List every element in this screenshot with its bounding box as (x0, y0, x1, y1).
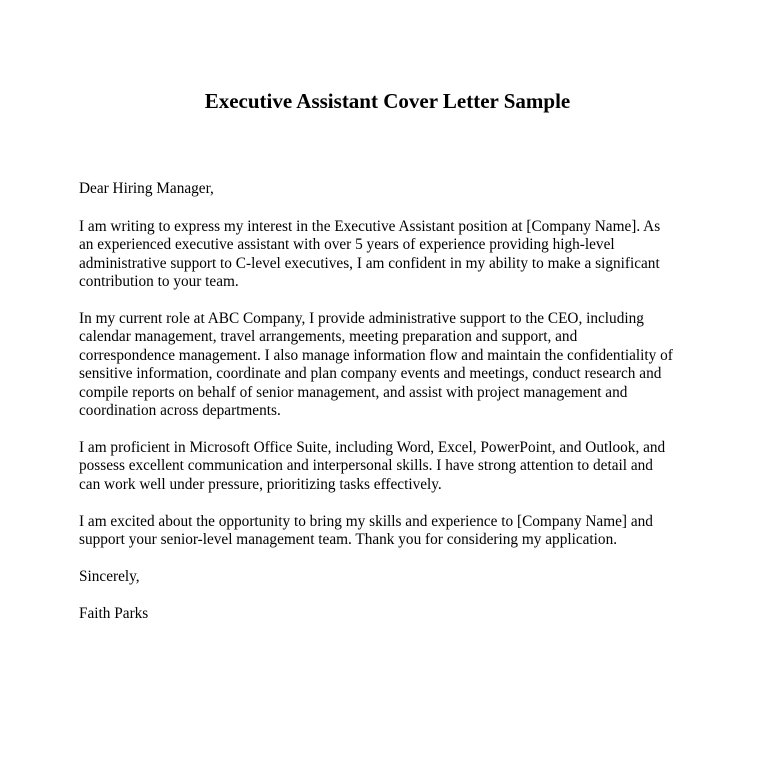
closing: Sincerely, (79, 568, 140, 585)
text-line: possess excellent communication and interpersonal skills. I have strong attention to detail and (79, 457, 653, 475)
paragraph-current-role (79, 310, 719, 420)
text-line: contribution to your team. (79, 273, 239, 291)
paragraph-intro (79, 218, 719, 292)
paragraph-closing-remarks (79, 513, 719, 550)
text-line: an experienced executive assistant with over 5 years of experience providing high-level (79, 236, 615, 254)
text-line: administrative support to C-level executives, I am confident in my ability to make a significant (79, 254, 660, 272)
text-line: coordination across departments. (79, 402, 281, 420)
text-line: can work well under pressure, prioritizing tasks effectively. (79, 475, 442, 493)
text-line: calendar management, travel arrangements, meeting preparation and support, and (79, 328, 578, 346)
text-line: I am writing to express my interest in the Executive Assistant position at [Company Name]. As (79, 218, 661, 235)
text-line: compile reports on behalf of senior management, and assist with project management and (79, 383, 628, 401)
signature: Faith Parks (79, 605, 149, 622)
salutation: Dear Hiring Manager, (79, 180, 214, 197)
document-title: Executive Assistant Cover Letter Sample (204, 89, 571, 113)
text-line: support your senior-level management team. Thank you for considering my application. (79, 531, 618, 549)
text-line: sensitive information, coordinate and plan company events and meetings, conduct research and (79, 365, 662, 383)
text-line: I am excited about the opportunity to bring my skills and experience to [Company Name] and (79, 513, 653, 530)
paragraph-skills (79, 439, 719, 494)
text-line: In my current role at ABC Company, I provide administrative support to the CEO, including (79, 310, 644, 327)
text-line: I am proficient in Microsoft Office Suite, including Word, Excel, PowerPoint, and Outlook, and (79, 439, 666, 456)
text-line: correspondence management. I also manage information flow and maintain the confidentiality of (79, 346, 673, 364)
